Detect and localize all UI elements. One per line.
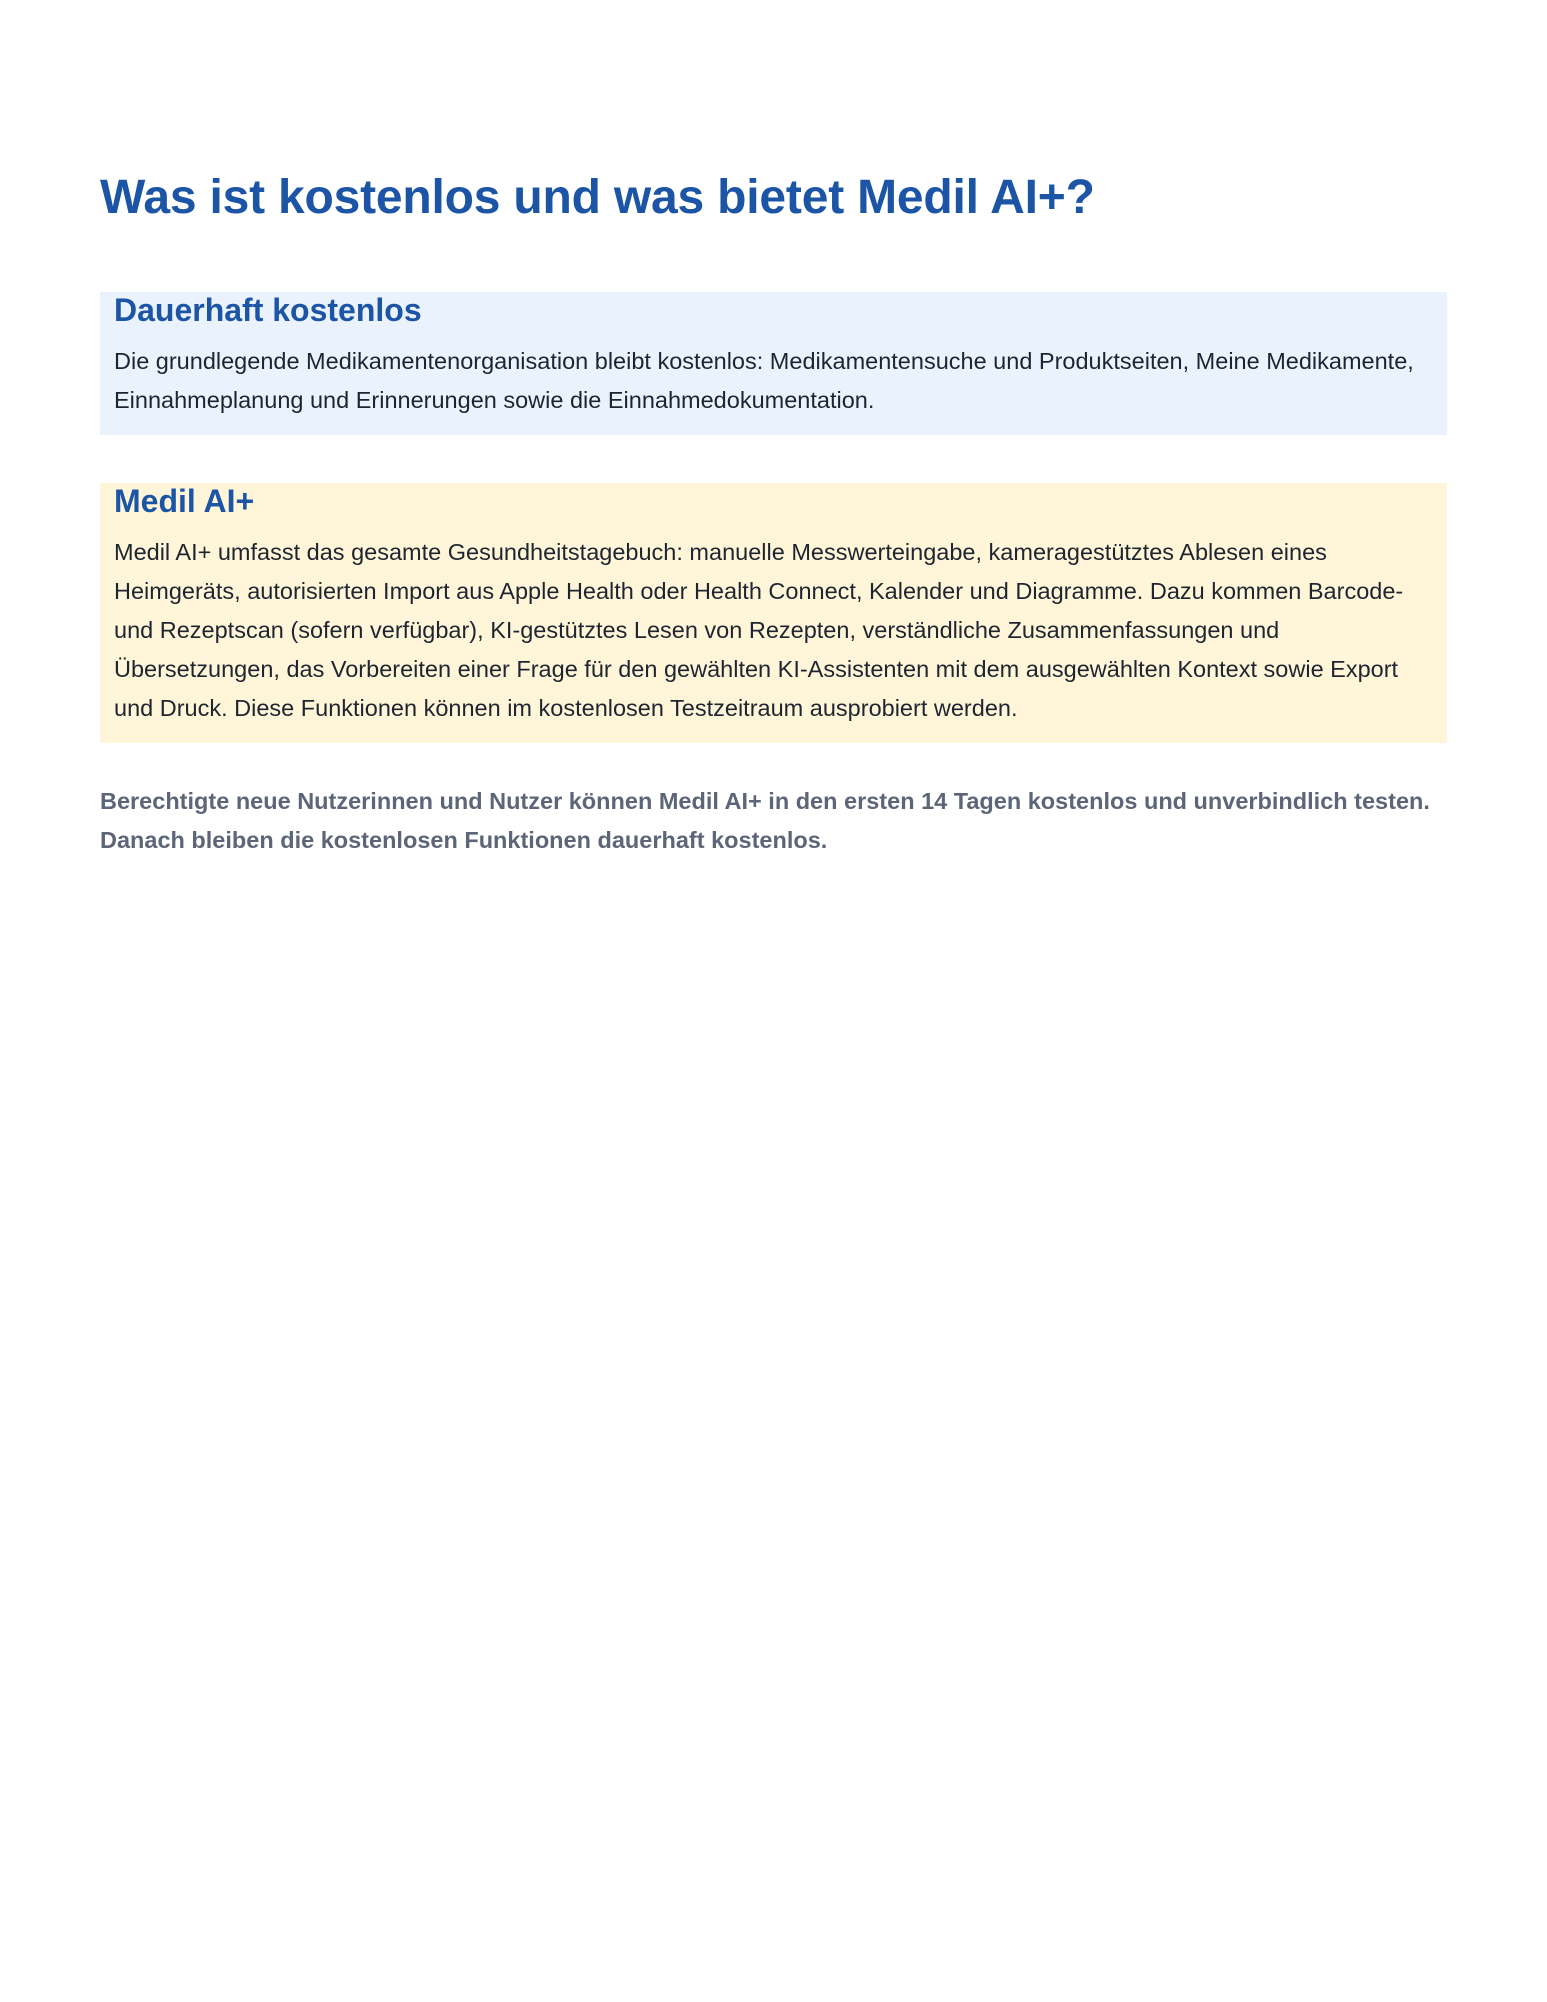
page-title: Was ist kostenlos und was bietet Medil AI+? <box>100 171 1095 224</box>
free-features-text: Die grundlegende Medikamentenorganisation bleibt kostenlos: Medikamentensuche und Produktseiten, Meine Medikamente, Einnahmeplanung und Erinnerungen sowie die Einnahmedokumentation. <box>114 348 1414 413</box>
medil-ai-plus-text: Medil AI+ umfasst das gesamte Gesundheitstagebuch: manuelle Messwerteingabe, kameragestütztes Ablesen eines Heimgeräts, autorisierten Import aus Apple Health oder Health Connect, Kalender und Diagramme. Dazu kommen Barcode- und Rezeptscan (sofern verfügbar), KI-gestütztes Lesen von Rezepten, verständliche Zusammenfassungen und Übersetzungen, das Vorbereiten einer Frage für den gewählten KI-Assistenten mit dem ausgewählten Kontext sowie Export und Druck. Diese Funktionen können im kostenlosen Testzeitraum ausprobiert werden. <box>114 539 1404 721</box>
trial-footnote: Berechtigte neue Nutzerinnen und Nutzer können Medil AI+ in den ersten 14 Tagen kostenlos und unverbindlich testen. Danach bleiben die kostenlosen Funktionen dauerhaft kostenlos. <box>100 788 1430 853</box>
medil-ai-plus-section <box>100 483 1447 743</box>
free-features-section <box>100 292 1447 435</box>
free-features-heading: Dauerhaft kostenlos <box>114 292 422 328</box>
medil-ai-plus-heading: Medil AI+ <box>114 483 255 519</box>
